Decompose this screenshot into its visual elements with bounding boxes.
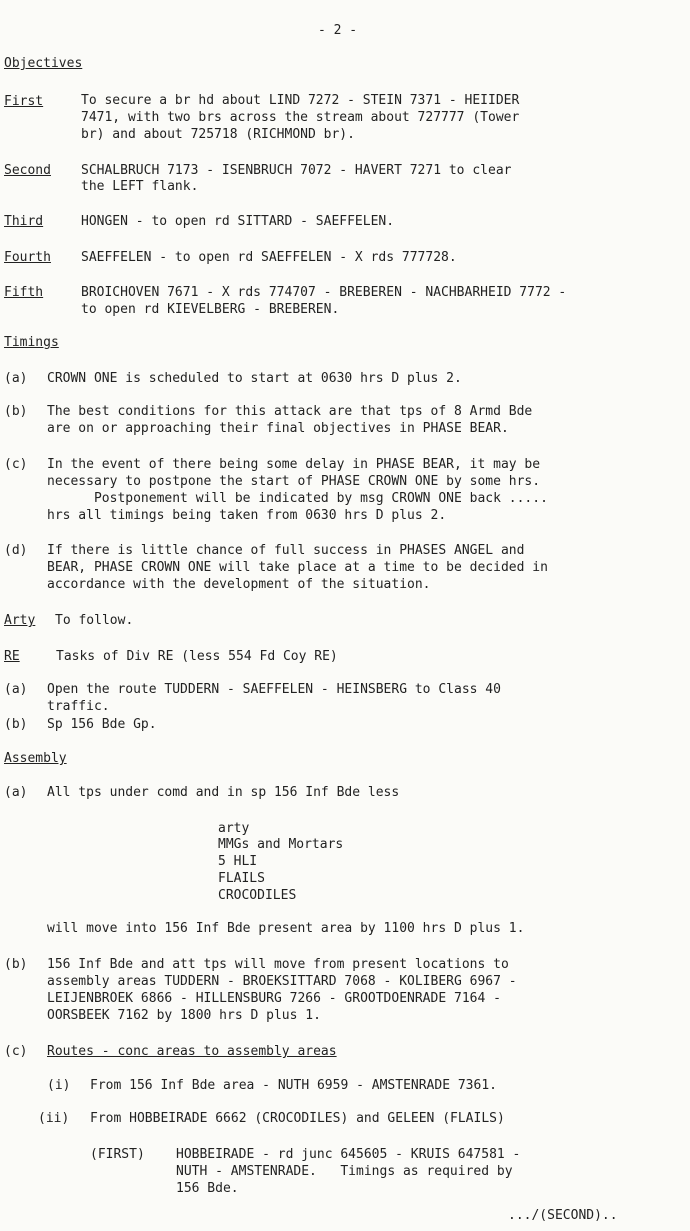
- route-i-label: (i): [47, 1078, 71, 1093]
- assembly-b-line-4: OORSBEEK 7162 by 1800 hrs D plus 1.: [47, 1008, 321, 1023]
- re-heading: RE: [4, 649, 20, 664]
- objective-second-line-2: the LEFT flank.: [81, 179, 199, 194]
- objective-third-label: Third: [4, 214, 44, 229]
- objective-first-line-3: br) and about 725718 (RICHMOND br).: [81, 127, 355, 142]
- route-first-line-3: 156 Bde.: [176, 1181, 239, 1196]
- assembly-b-label: (b): [4, 957, 28, 972]
- objective-second-line-1: SCHALBRUCH 7173 - ISENBRUCH 7072 - HAVERT 7271 to clear: [81, 163, 512, 178]
- re-a-line-2: traffic.: [47, 699, 110, 714]
- timing-b-label: (b): [4, 404, 28, 419]
- timings-heading: Timings: [4, 335, 59, 350]
- assembly-b-line-1: 156 Inf Bde and att tps will move from present locations to: [47, 957, 509, 972]
- route-first-line-1: HOBBEIRADE - rd junc 645605 - KRUIS 647581 -: [176, 1147, 521, 1162]
- less-list-item: 5 HLI: [218, 854, 258, 869]
- route-i-text: From 156 Inf Bde area - NUTH 6959 - AMSTENRADE 7361.: [90, 1078, 497, 1093]
- less-list-item: FLAILS: [218, 871, 265, 886]
- objective-third-line-1: HONGEN - to open rd SITTARD - SAEFFELEN.: [81, 214, 395, 229]
- assembly-b-line-2: assembly areas TUDDERN - BROEKSITTARD 7068 - KOLIBERG 6967 -: [47, 974, 517, 989]
- less-list-item: CROCODILES: [218, 888, 297, 903]
- objective-fifth-line-1: BROICHOVEN 7671 - X rds 774707 - BREBEREN - NACHBARHEID 7772 -: [81, 285, 567, 300]
- timing-b-line-2: are on or approaching their final objectives in PHASE BEAR.: [47, 421, 509, 436]
- timing-c-line-1: In the event of there being some delay in PHASE BEAR, it may be: [47, 457, 541, 472]
- route-first-line-2: NUTH - AMSTENRADE. Timings as required by: [176, 1164, 513, 1179]
- timing-d-line-2: BEAR, PHASE CROWN ONE will take place at a time to be decided in: [47, 560, 548, 575]
- objective-fourth-line-1: SAEFFELEN - to open rd SAEFFELEN - X rds 777728.: [81, 250, 457, 265]
- objectives-heading: Objectives: [4, 56, 83, 71]
- assembly-a-text: All tps under comd and in sp 156 Inf Bde less: [47, 785, 400, 800]
- timing-a-label: (a): [4, 371, 28, 386]
- routes-heading: Routes - conc areas to assembly areas: [47, 1044, 337, 1059]
- arty-heading: Arty: [4, 613, 36, 628]
- route-first-label: (FIRST): [90, 1147, 145, 1162]
- timing-c-line-4: hrs all timings being taken from 0630 hrs D plus 2.: [47, 508, 447, 523]
- timing-d-label: (d): [4, 543, 28, 558]
- arty-text: To follow.: [55, 613, 134, 628]
- assembly-heading: Assembly: [4, 751, 67, 766]
- objective-fourth-label: Fourth: [4, 250, 51, 265]
- objective-second-label: Second: [4, 163, 51, 178]
- assembly-c-label: (c): [4, 1044, 28, 1059]
- objective-first-label: First: [4, 94, 44, 109]
- timing-a-line-1: CROWN ONE is scheduled to start at 0630 hrs D plus 2.: [47, 371, 462, 386]
- objective-fifth-line-2: to open rd KIEVELBERG - BREBEREN.: [81, 302, 340, 317]
- timing-c-line-3: Postponement will be indicated by msg CROWN ONE back .....: [47, 491, 548, 506]
- less-list-item: MMGs and Mortars: [218, 837, 344, 852]
- route-ii-text: From HOBBEIRADE 6662 (CROCODILES) and GELEEN (FLAILS): [90, 1111, 505, 1126]
- re-b-label: (b): [4, 717, 28, 732]
- timing-b-line-1: The best conditions for this attack are that tps of 8 Armd Bde: [47, 404, 533, 419]
- timing-c-line-2: necessary to postpone the start of PHASE CROWN ONE by some hrs.: [47, 474, 541, 489]
- re-a-line-1: Open the route TUDDERN - SAEFFELEN - HEINSBERG to Class 40: [47, 682, 501, 697]
- objective-first-line-2: 7471, with two brs across the stream about 727777 (Tower: [81, 110, 520, 125]
- re-a-label: (a): [4, 682, 28, 697]
- objective-fifth-label: Fifth: [4, 285, 44, 300]
- re-text: Tasks of Div RE (less 554 Fd Coy RE): [56, 649, 338, 664]
- re-b-line-1: Sp 156 Bde Gp.: [47, 717, 157, 732]
- timing-c-label: (c): [4, 457, 28, 472]
- less-list-item: arty: [218, 821, 250, 836]
- assembly-a-tail: will move into 156 Inf Bde present area by 1100 hrs D plus 1.: [47, 921, 525, 936]
- timing-d-line-3: accordance with the development of the situation.: [47, 577, 431, 592]
- route-ii-label: (ii): [38, 1111, 70, 1126]
- footer-continuation: .../(SECOND)..: [508, 1208, 618, 1223]
- page-number: - 2 -: [318, 23, 358, 38]
- objective-first-line-1: To secure a br hd about LIND 7272 - STEIN 7371 - HEIIDER: [81, 93, 520, 108]
- timing-d-line-1: If there is little chance of full success in PHASES ANGEL and: [47, 543, 525, 558]
- assembly-b-line-3: LEIJENBROEK 6866 - HILLENSBURG 7266 - GROOTDOENRADE 7164 -: [47, 991, 501, 1006]
- assembly-a-label: (a): [4, 785, 28, 800]
